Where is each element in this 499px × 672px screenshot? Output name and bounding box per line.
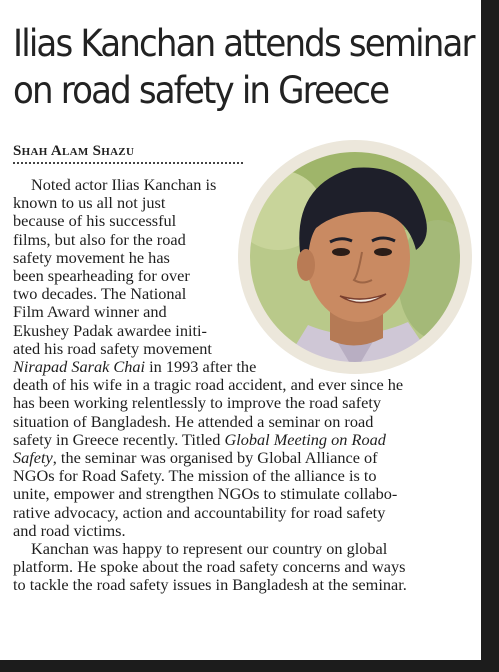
text-line: and road victims. <box>13 520 126 540</box>
byline-divider <box>13 162 243 164</box>
text-line <box>13 431 475 449</box>
text-line <box>13 449 475 467</box>
text-line <box>13 358 475 376</box>
paragraph-1 <box>13 176 475 540</box>
text-line: platform. He spoke about the road safety concerns and ways <box>13 557 406 577</box>
text-line: Ekushey Padak awardee initi- <box>13 320 207 340</box>
scan-border-bottom <box>0 660 499 672</box>
text-line: unite, empower and strengthen NGOs to stimulate collabo- <box>13 484 398 504</box>
text-line: been spearheading for over <box>13 266 190 286</box>
text-line: because of his successful <box>13 211 177 231</box>
text-fragment: , the seminar was organised by Global Alliance of <box>52 448 378 468</box>
text-fragment: safety in Greece recently. Titled <box>13 429 225 449</box>
text-line: two decades. The National <box>13 284 187 304</box>
movement-name: Nirapad Sarak Chai <box>13 357 146 377</box>
text-line: death of his wife in a tragic road accident, and ever since he <box>13 375 404 395</box>
text-line: rative advocacy, action and accountability for road safety <box>13 502 386 522</box>
text-line: has been working relentlessly to improve the road safety <box>13 393 382 413</box>
text-line: situation of Bangladesh. He attended a seminar on road <box>13 411 374 431</box>
text-fragment: in 1993 after the <box>145 357 257 377</box>
text-line: ated his road safety movement <box>13 338 212 358</box>
text-line: films, but also for the road <box>13 229 186 249</box>
byline: Shah Alam Shazu <box>13 143 135 159</box>
headline-line-2: on road safety in Greece <box>13 69 389 112</box>
scan-border-right <box>481 0 499 672</box>
text-line: Kanchan was happy to represent our country on global <box>31 539 388 559</box>
paragraph-2 <box>13 540 475 595</box>
seminar-title: Global Meeting on Road <box>224 429 386 449</box>
article-body <box>13 176 475 595</box>
headline-line-1: Ilias Kanchan attends seminar <box>13 22 474 65</box>
text-line: NGOs for Road Safety. The mission of the alliance is to <box>13 466 377 486</box>
text-line: known to us all not just <box>13 193 166 213</box>
text-line: Noted actor Ilias Kanchan is <box>31 175 217 194</box>
text-line: safety movement he has <box>13 247 170 267</box>
text-line: to tackle the road safety issues in Bangladesh at the seminar. <box>13 575 407 595</box>
seminar-title: Safety <box>13 448 53 468</box>
headline <box>13 20 474 114</box>
text-line: Film Award winner and <box>13 302 167 322</box>
